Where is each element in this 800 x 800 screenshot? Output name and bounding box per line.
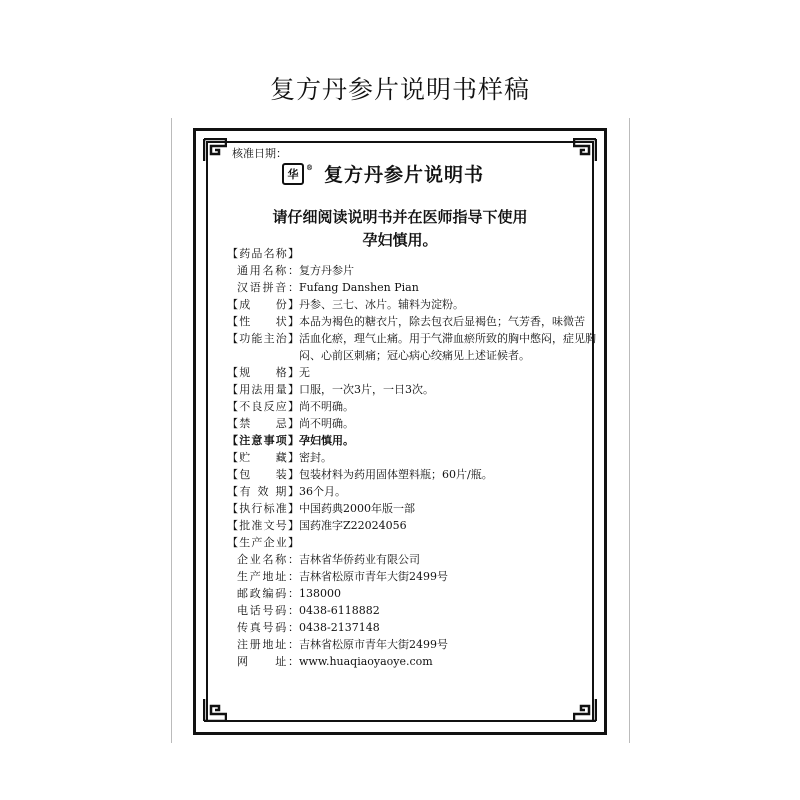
field-label: 【执行标准】 [227,502,299,515]
field-row [227,313,597,330]
page-title: 复方丹参片说明书样稿 [269,75,530,104]
corner-ornament-icon [573,698,597,722]
field-value: 吉林省松原市青年大街2499号 [299,638,448,651]
corner-ornament-icon [203,698,227,722]
guide-line-right [629,118,630,743]
field-label: 企业名称： [237,553,299,566]
field-row [227,500,597,517]
field-label: 传真号码： [237,621,299,634]
warning-line-2: 孕妇慎用。 [362,231,438,249]
guide-line-left [171,118,172,743]
field-label: 【用法用量】 [227,383,299,396]
corner-ornament-icon [573,138,597,162]
field-row [227,619,597,636]
field-value: 36个月。 [299,485,346,498]
field-label: 生产地址： [237,570,299,583]
field-row [227,364,597,381]
field-row [227,585,597,602]
field-row [227,245,597,262]
field-value: 本品为褐色的糖衣片，除去包衣后显褐色；气芳香，味微苦 [299,315,585,328]
field-label: 【有 效 期】 [227,485,299,498]
field-value [299,245,597,262]
field-value: 0438-2137148 [299,621,380,634]
field-value: 吉林省华侨药业有限公司 [299,553,420,566]
approval-date-label: 核准日期： [232,147,287,160]
field-row [227,381,597,398]
field-value: 吉林省松原市青年大街2499号 [299,570,448,583]
registered-mark: ® [306,162,313,172]
field-value: 丹参、三七、冰片。辅料为淀粉。 [299,298,464,311]
field-value: 尚不明确。 [299,417,354,430]
field-row [227,415,597,432]
field-value [299,534,597,551]
field-row [227,653,597,670]
field-value: 活血化瘀，理气止痛。用于气滞血瘀所致的胸中憋闷，症见胸闷、心前区刺痛；冠心病心绞痛见上述证候者。 [299,332,596,362]
field-row [227,466,597,483]
field-label: 网 址： [237,655,299,668]
field-value: 中国药典2000年版一部 [299,502,415,515]
field-label: 【成 份】 [227,298,299,311]
field-label: 注册地址： [237,638,299,651]
field-row [227,534,597,551]
field-label: 【注意事项】 [227,434,299,447]
field-row [227,449,597,466]
field-row [227,636,597,653]
field-row [227,330,597,364]
field-row [227,296,597,313]
field-value: 0438-6118882 [299,604,380,617]
field-label: 邮政编码： [237,587,299,600]
field-label: 【贮 藏】 [227,451,299,464]
field-value: 国药准字Z22024056 [299,519,407,532]
field-value: 包装材料为药用固体塑料瓶；60片/瓶。 [299,468,493,481]
field-label: 【生产企业】 [227,536,299,549]
field-value: www.huaqiaoyaoye.com [299,655,433,668]
field-row [227,602,597,619]
field-row [227,568,597,585]
field-value: 尚不明确。 [299,400,354,413]
field-row [227,398,597,415]
field-row [227,432,597,449]
field-label: 【包 装】 [227,468,299,481]
field-label: 汉语拼音： [237,281,299,294]
field-row [227,517,597,534]
brand-row [282,160,484,187]
field-label: 【不良反应】 [227,400,299,413]
leaflet-title: 复方丹参片说明书 [324,164,485,186]
field-value: 复方丹参片 [299,264,354,277]
corner-ornament-icon [203,138,227,162]
field-label: 电话号码： [237,604,299,617]
field-label: 【批准文号】 [227,519,299,532]
field-label: 通用名称： [237,264,299,277]
field-value: 无 [299,366,310,379]
field-row [227,483,597,500]
field-label: 【规 格】 [227,366,299,379]
field-label: 【禁 忌】 [227,417,299,430]
field-row [227,551,597,568]
field-value: Fufang Danshen Pian [299,281,419,294]
field-label: 【药品名称】 [227,247,299,260]
field-row [227,262,597,279]
leaflet-fields [227,245,597,670]
field-label: 【功能主治】 [227,332,299,345]
field-value: 138000 [299,587,341,600]
field-value: 密封。 [299,451,332,464]
logo-glyph: 华 [287,167,299,181]
field-value: 孕妇慎用。 [299,434,354,447]
field-value: 口服，一次3片，一日3次。 [299,383,434,396]
field-label: 【性 状】 [227,315,299,328]
field-row [227,279,597,296]
company-logo-icon [282,162,313,185]
warning-line-1: 请仔细阅读说明书并在医师指导下使用 [272,208,528,226]
